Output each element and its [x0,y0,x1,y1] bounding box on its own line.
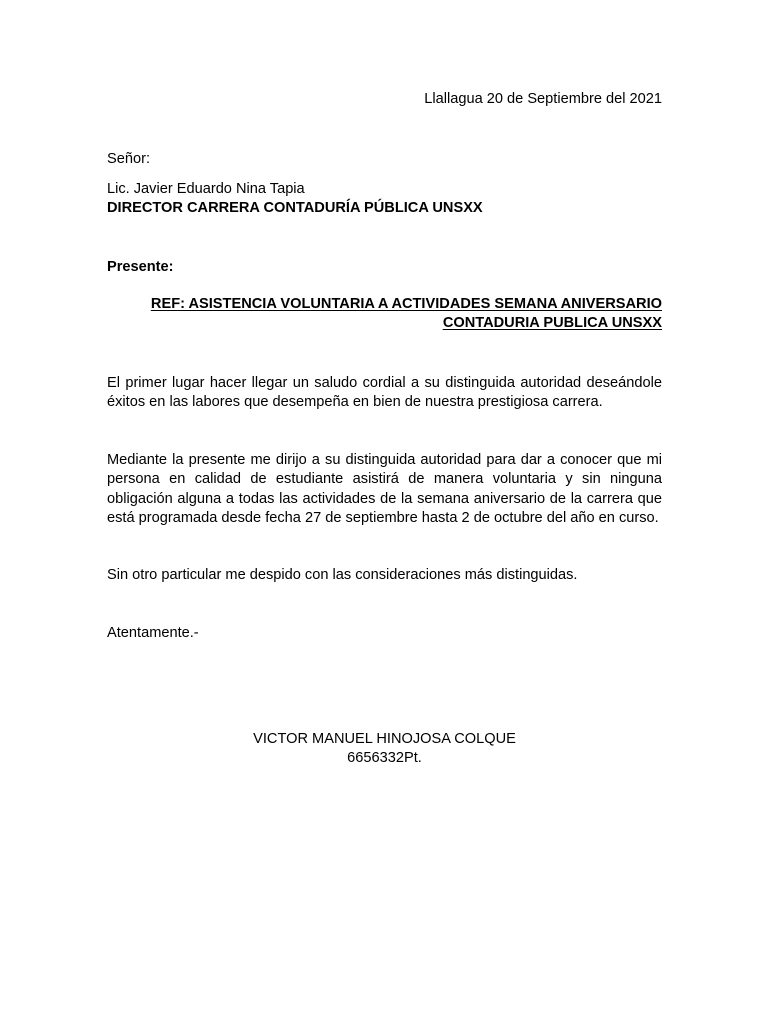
signer-id: 6656332Pt. [347,750,422,767]
signer-name: VICTOR MANUEL HINOJOSA COLQUE [253,731,516,747]
reference-line-2: CONTADURIA PUBLICA UNSXX [442,315,662,332]
addressee-block [107,180,662,219]
reference-line-1: REF: ASISTENCIA VOLUNTARIA A ACTIVIDADES SEMANA ANIVERSARIO [150,296,662,312]
salutation: Señor: [107,151,150,167]
place-date: Llallagua 20 de Septiembre del 2021 [424,91,662,107]
recipient-name: Lic. Javier Eduardo Nina Tapia [107,181,305,197]
signature-block [107,730,662,769]
body-paragraph-3: Sin otro particular me despido con las consideraciones más distinguidas. [107,567,578,583]
reference-block [107,295,662,334]
body-paragraph-2: Mediante la presente me dirijo a su distinguida autoridad para dar a conocer que mi persona en calidad de estudiante asistirá de manera voluntaria y sin ninguna obligación alguna a todas las actividades de la semana aniversario de la carrera que está programada desde fecha 27 de septiembre hasta 2 de octubre del año en curso. [107,452,662,527]
recipient-title: DIRECTOR CARRERA CONTADURÍA PÚBLICA UNSXX [107,200,483,217]
body-paragraph-1: El primer lugar hacer llegar un saludo cordial a su distinguida autoridad deseándole éxitos en las labores que desempeña en bien de nuestra prestigiosa carrera. [107,375,662,411]
closing: Atentamente.- [107,625,199,641]
presente-label: Presente: [107,259,174,275]
